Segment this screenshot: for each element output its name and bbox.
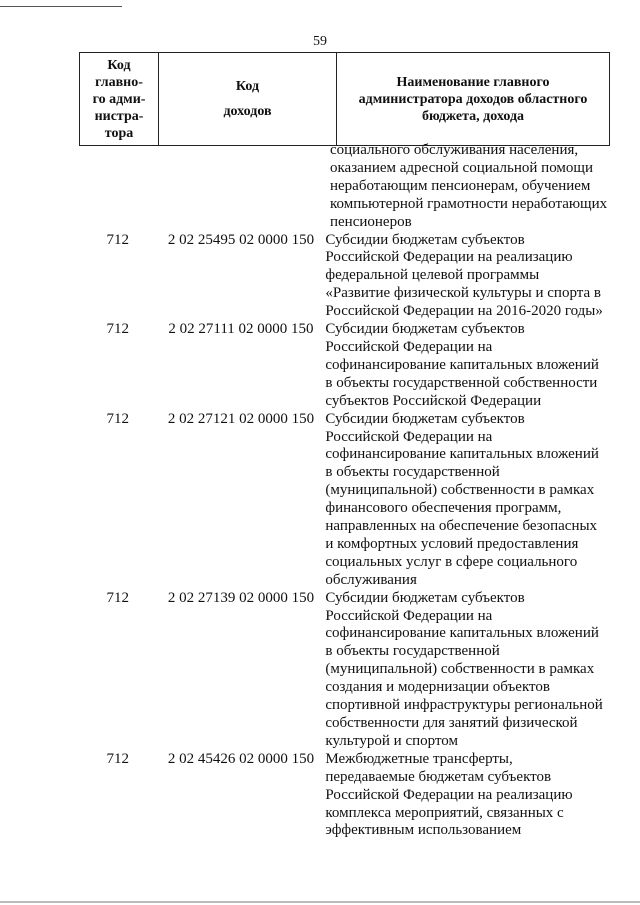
income-name-line: Субсидии бюджетам субъектов [325, 321, 525, 338]
income-name-line: Межбюджетные трансферты, [325, 750, 513, 767]
table-row [79, 232, 610, 322]
page-number: 59 [313, 34, 327, 49]
income-name-line: (муниципальной) собственности в рамках [325, 661, 595, 678]
header-admin-code-line: тора [104, 125, 134, 141]
income-name-line: в объекты государственной [325, 464, 500, 481]
income-code-cell: 2 02 45426 02 0000 150 [167, 750, 315, 767]
header-admin-code-line: нистра- [94, 108, 144, 124]
header-admin-code-line: Код [107, 57, 131, 73]
continuation-line: социального обслуживания населения, [330, 142, 579, 158]
header-income-code [159, 53, 337, 145]
table-row [79, 751, 610, 841]
table-body [79, 142, 610, 840]
income-name-line: Субсидии бюджетам субъектов [325, 589, 525, 606]
continuation-line: оказанием адресной социальной помощи [330, 159, 593, 176]
admin-code-cell: 712 [106, 231, 130, 248]
continuation-line: неработающим пенсионерам, обучением [330, 177, 591, 194]
header-name-line: бюджета, дохода [421, 108, 525, 124]
income-code-cell: 2 02 25495 02 0000 150 [167, 231, 315, 248]
income-name-line: Российской Федерации на 2016-2020 годы» [325, 303, 603, 320]
income-name-line: федеральной целевой программы [325, 267, 540, 284]
header-name-line: Наименование главного [396, 74, 550, 90]
income-name-cell [325, 590, 610, 751]
income-name-line: субъектов Российской Федерации [325, 392, 542, 409]
admin-code-cell: 712 [106, 410, 130, 427]
table-row [79, 590, 610, 751]
income-name-line: в объекты государственной собственности [325, 374, 598, 391]
income-name-line: собственности для занятий физической [325, 715, 578, 731]
continuation-line: пенсионеров [330, 213, 412, 230]
income-name-line: софинансирование капитальных вложений [325, 356, 599, 373]
income-name-line: комплекса мероприятий, связанных с [325, 804, 564, 821]
admin-code-cell: 712 [106, 750, 130, 767]
continuation-line: компьютерной грамотности неработающих [330, 195, 608, 212]
income-name-line: «Развитие физической культуры и спорта в [325, 285, 601, 302]
income-name-line: Субсидии бюджетам субъектов [325, 231, 525, 248]
income-name-line: софинансирование капитальных вложений [325, 625, 599, 642]
income-name-line: в объекты государственной [325, 643, 500, 660]
table-row [79, 411, 610, 590]
header-name [337, 53, 609, 145]
income-name-line: культурой и спортом [325, 732, 459, 749]
income-name-cell [325, 321, 610, 411]
income-name-cell [325, 411, 610, 590]
header-income-code-line: Код [235, 79, 260, 94]
header-admin-code-line: го адми- [92, 91, 146, 107]
income-name-line: (муниципальной) собственности в рамках [325, 482, 595, 499]
income-name-line: спортивной инфраструктуры региональной [325, 697, 603, 714]
header-income-code-line: доходов [223, 104, 272, 119]
scan-edge-line [0, 6, 122, 7]
income-name-line: социальных услуг в сфере социального [325, 553, 578, 570]
income-name-line: передаваемые бюджетам субъектов [325, 768, 552, 785]
income-name-line: софинансирование капитальных вложений [325, 446, 599, 463]
income-name-line: и комфортных условий предоставления [325, 535, 579, 552]
table-header [79, 52, 610, 146]
income-name-line: Российской Федерации на [325, 428, 493, 445]
income-name-line: Российской Федерации на реализацию [325, 786, 573, 803]
income-name-line: Российской Федерации на [325, 607, 493, 624]
header-admin-code [80, 53, 159, 145]
income-name-line: создания и модернизации объектов [325, 679, 550, 696]
income-name-cell [325, 751, 610, 841]
header-admin-code-line: главно- [95, 74, 143, 90]
admin-code-cell: 712 [106, 589, 130, 606]
income-name-line: эффективным использованием [325, 822, 522, 839]
table-row [79, 321, 610, 411]
continuation-text [330, 142, 610, 232]
income-name-line: обслуживания [325, 571, 417, 588]
header-name-line: администратора доходов областного [358, 91, 588, 107]
income-name-cell [325, 232, 610, 322]
admin-code-cell: 712 [106, 321, 130, 338]
income-name-line: Российской Федерации на [325, 338, 493, 355]
income-name-line: направленных на обеспечение безопасных [325, 518, 598, 535]
income-code-cell: 2 02 27111 02 0000 150 [168, 321, 314, 338]
scan-bottom-edge [0, 901, 640, 903]
income-code-cell: 2 02 27121 02 0000 150 [167, 410, 315, 427]
income-name-line: финансового обеспечения программ, [325, 500, 562, 517]
income-name-line: Российской Федерации на реализацию [325, 249, 573, 266]
income-code-cell: 2 02 27139 02 0000 150 [167, 589, 315, 606]
income-name-line: Субсидии бюджетам субъектов [325, 410, 525, 427]
